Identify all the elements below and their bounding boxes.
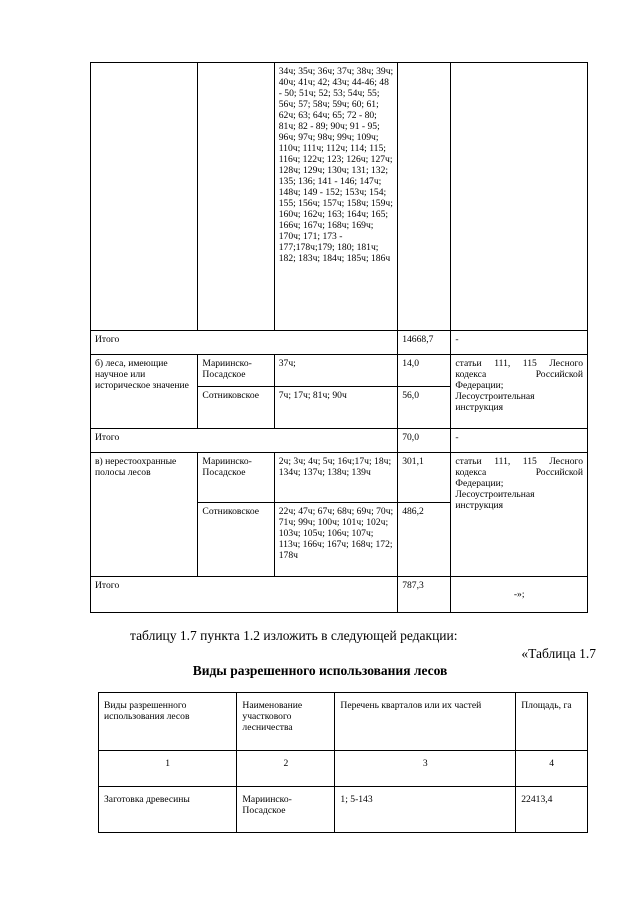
- table-reference: «Таблица 1.7: [521, 646, 596, 661]
- total-row: [91, 577, 588, 613]
- number-cell: 1: [99, 751, 237, 787]
- number-cell: 2: [237, 751, 335, 787]
- total-area: 70,0: [398, 429, 451, 453]
- area-cell: 14,0: [398, 355, 451, 387]
- table-row: [91, 355, 588, 387]
- header-cell: Наименование участкового лесничества: [237, 693, 335, 751]
- basis-cell: [451, 453, 588, 577]
- total-area: 14668,7: [398, 331, 451, 355]
- area-cell: 56,0: [398, 387, 451, 429]
- number-row: [99, 751, 588, 787]
- category-cell: б) леса, имеющие научное или историческое значение: [91, 355, 198, 429]
- basis-text: статьи 111, 115 Лесного кодекса Российской Федерации;: [455, 358, 583, 391]
- quarters-cell: 1; 5-143: [335, 787, 516, 833]
- area-cell: 486,2: [398, 503, 451, 577]
- area-cell: 301,1: [398, 453, 451, 503]
- total-label: Итого: [91, 577, 398, 613]
- quarters-cell: 34ч; 35ч; 36ч; 37ч; 38ч; 39ч; 40ч; 41ч; 42; 43ч; 44-46; 48 - 50; 51ч; 52; 53; 54ч; 55; 56ч; 57; 58ч; 59ч; 60; 61; 62ч; 63; 64ч; 65; 72 - 80; 81ч; 82 - 89; 90ч; 91 - 95; 96ч; 97ч; 98ч; 99ч; 109ч; 110ч; 111ч; 112ч; 114; 115; 116ч; 122ч; 123; 126ч; 127ч; 128ч; 129ч; 130ч; 131; 132; 135; 136; 141 - 146; 147ч; 148ч; 149 - 152; 153ч; 154; 155; 156ч; 157ч; 158ч; 159ч; 160ч; 162ч; 163; 164ч; 165; 166ч; 167ч; 168ч; 169ч; 170ч; 171; 173 - 177;178ч;179; 180; 181ч; 182; 183ч; 184ч; 185ч; 186ч: [274, 63, 397, 331]
- forest-categories-table: [90, 62, 588, 613]
- quarters-cell: 22ч; 47ч; 67ч; 68ч; 69ч; 70ч; 71ч; 99ч; 100ч; 101ч; 102ч; 103ч; 105ч; 106ч; 107ч; 113ч; 166ч; 167ч; 168ч; 172; 178ч: [274, 503, 397, 577]
- number-cell: 4: [516, 751, 588, 787]
- basis-text: Лесоустроительная инструкция: [455, 391, 535, 413]
- forestry-cell: Мариинско-Посадское: [198, 453, 274, 503]
- table-title: Виды разрешенного использования лесов: [192, 663, 448, 678]
- total-label: Итого: [91, 429, 398, 453]
- forestry-cell: [198, 63, 274, 331]
- total-label: Итого: [91, 331, 398, 355]
- area-cell: [398, 63, 451, 331]
- forestry-cell: Сотниковское: [198, 387, 274, 429]
- header-cell: Перечень кварталов или их частей: [335, 693, 516, 751]
- total-basis: -: [451, 331, 588, 355]
- total-row: [91, 331, 588, 355]
- table-row: [91, 63, 588, 331]
- basis-text: Лесоустроительная инструкция: [455, 489, 535, 511]
- permitted-uses-table: [98, 692, 588, 833]
- total-area: 787,3: [398, 577, 451, 613]
- total-basis: -: [451, 429, 588, 453]
- table-row: [99, 787, 588, 833]
- basis-cell: [451, 63, 588, 331]
- category-cell: [91, 63, 198, 331]
- header-cell: Площадь, га: [516, 693, 588, 751]
- forestry-cell: Мариинско-Посадское: [237, 787, 335, 833]
- quarters-cell: 37ч;: [274, 355, 397, 387]
- instruction-text: таблицу 1.7 пункта 1.2 изложить в следующей редакции:: [130, 628, 458, 643]
- basis-cell: [451, 355, 588, 429]
- forestry-cell: Мариинско-Посадское: [198, 355, 274, 387]
- header-cell: Виды разрешенного использования лесов: [99, 693, 237, 751]
- use-type-cell: Заготовка древесины: [99, 787, 237, 833]
- header-row: [99, 693, 588, 751]
- forestry-cell: Сотниковское: [198, 503, 274, 577]
- number-cell: 3: [335, 751, 516, 787]
- quarters-cell: 2ч; 3ч; 4ч; 5ч; 16ч;17ч; 18ч; 134ч; 137ч; 138ч; 139ч: [274, 453, 397, 503]
- quarters-cell: 7ч; 17ч; 81ч; 90ч: [274, 387, 397, 429]
- area-cell: 22413,4: [516, 787, 588, 833]
- total-basis: -»;: [451, 577, 588, 613]
- table-row: [91, 453, 588, 503]
- basis-text: статьи 111, 115 Лесного кодекса Российской Федерации;: [455, 456, 583, 489]
- total-row: [91, 429, 588, 453]
- category-cell: в) нерестоохранные полосы лесов: [91, 453, 198, 577]
